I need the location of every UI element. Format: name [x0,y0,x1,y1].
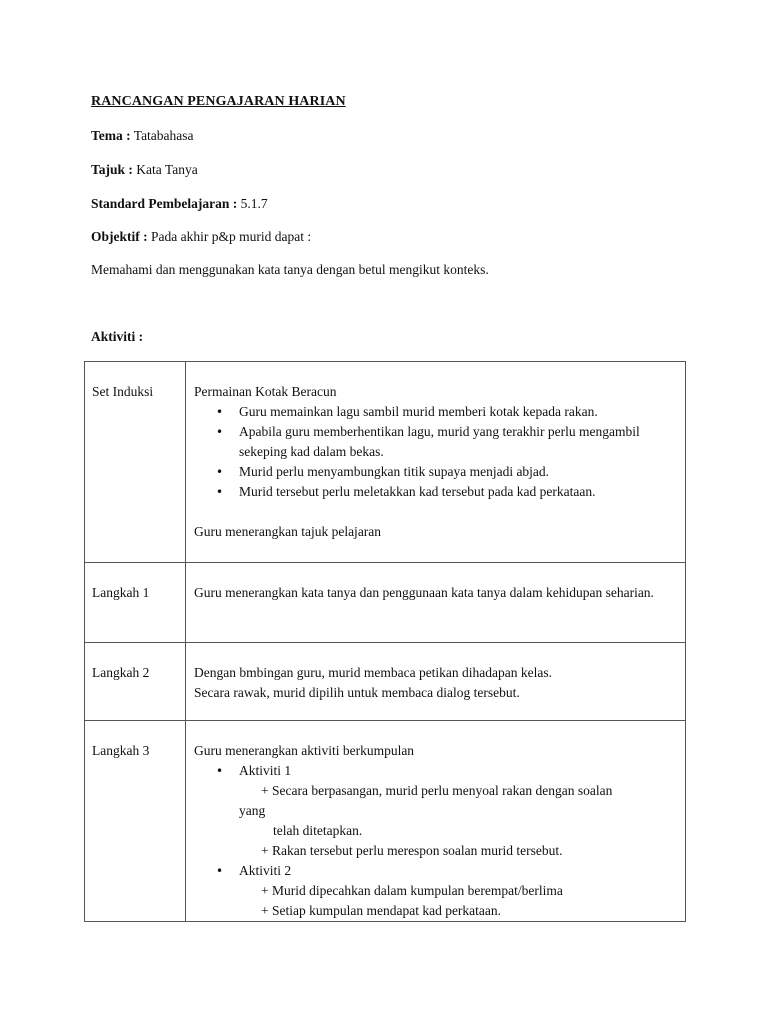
objektif-value: Pada akhir p&p murid dapat : [151,229,312,244]
step-cell [85,643,186,721]
langkah2-line1: Dengan bmbingan guru, murid membaca petikan dihadapan kelas. [194,665,553,680]
tema-label: Tema : [91,128,131,143]
objektif-field [91,227,311,247]
standard-label: Standard Pembelajaran : [91,196,238,211]
langkah3-label: Langkah 3 [92,743,150,758]
activity-table [84,361,686,922]
langkah2-line2: Secara rawak, murid dipilih untuk membaca dialog tersebut. [194,685,520,700]
set-induksi-bullets [194,402,673,502]
content-cell [186,563,686,643]
set-induksi-label: Set Induksi [92,384,154,399]
aktiviti2-item: • Aktiviti 2 [239,861,665,881]
tema-field [91,126,194,146]
tema-value: Tatabahasa [133,128,194,143]
objective-text: Memahami dan menggunakan kata tanya dengan betul mengikut konteks. [91,262,489,277]
langkah3-bullets [194,761,665,781]
list-item: • Guru memainkan lagu sambil murid memberi kotak kepada rakan. [239,402,673,422]
langkah1-label: Langkah 1 [92,585,150,600]
tajuk-field [91,160,198,180]
langkah2-label: Langkah 2 [92,665,150,680]
aktiviti1-item: • Aktiviti 1 [239,761,665,781]
table-row [85,643,686,721]
aktiviti2-line2: + Setiap kumpulan mendapat kad perkataan. [261,903,502,918]
step-cell [85,362,186,563]
table-row [85,563,686,643]
content-cell [186,643,686,721]
aktiviti1-line1-wrap: yang [239,803,266,818]
set-induksi-closing: Guru menerangkan tajuk pelajaran [194,524,382,539]
table-row [85,362,686,563]
step-cell [85,721,186,922]
list-item: • Murid perlu menyambungkan titik supaya menjadi abjad. [239,462,673,482]
aktiviti1-line3: + Rakan tersebut perlu merespon soalan murid tersebut. [261,843,563,858]
standard-value: 5.1.7 [240,196,268,211]
content-cell [186,721,686,922]
list-item: • Murid tersebut perlu meletakkan kad tersebut pada kad perkataan. [239,482,673,502]
list-item: • Apabila guru memberhentikan lagu, murid yang terakhir perlu mengambil sekeping kad dalam bekas. [239,422,673,462]
tajuk-value: Kata Tanya [136,162,198,177]
langkah3-bullets-2 [194,861,665,881]
aktiviti-heading: Aktiviti : [91,329,144,344]
langkah3-heading: Guru menerangkan aktiviti berkumpulan [194,743,415,758]
document-title: RANCANGAN PENGAJARAN HARIAN [91,94,346,109]
tajuk-label: Tajuk : [91,162,133,177]
aktiviti1-line2: telah ditetapkan. [273,823,363,838]
table-row [85,721,686,922]
langkah1-text: Guru menerangkan kata tanya dan penggunaan kata tanya dalam kehidupan seharian. [194,585,654,600]
aktiviti1-line1: + Secara berpasangan, murid perlu menyoal rakan dengan soalan [261,783,613,798]
objektif-label: Objektif : [91,229,148,244]
content-cell [186,362,686,563]
step-cell [85,563,186,643]
standard-field [91,194,268,214]
aktiviti2-line1: + Murid dipecahkan dalam kumpulan berempat/berlima [261,883,563,898]
set-induksi-heading: Permainan Kotak Beracun [194,384,337,399]
